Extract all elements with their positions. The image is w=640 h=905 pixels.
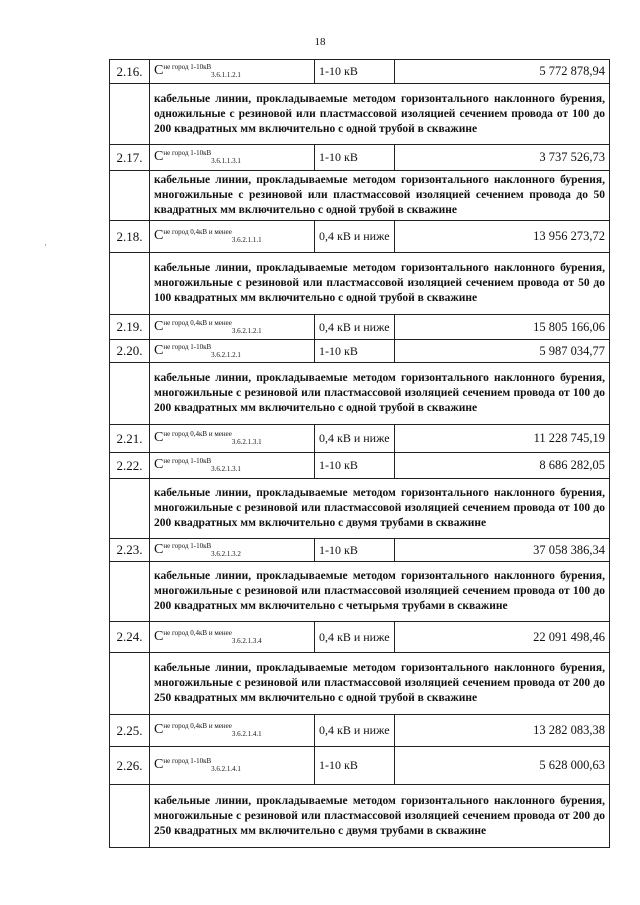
rate-superscript: не город 1-10кВ: [163, 149, 212, 157]
tariff-row: [110, 453, 610, 479]
rate-superscript: не город 1-10кВ: [163, 457, 212, 465]
rate-symbol: C: [154, 318, 164, 334]
rate-symbol: C: [154, 457, 164, 472]
tariff-row: [110, 221, 610, 253]
rate-symbol: C: [154, 63, 164, 78]
row-description: кабельные линии, прокладываемые методом горизонтального наклонного бурения, многожильные с резиновой или пластмассовой изоляцией сечением провода от 200 до 250 квадратных мм включительно с двумя трубами в скважине: [150, 785, 610, 848]
empty-number-cell: [110, 479, 150, 539]
voltage-level: 0,4 кВ и ниже: [315, 715, 395, 747]
tariff-row: [110, 145, 610, 171]
empty-number-cell: [110, 253, 150, 315]
rate-subscript: 3.6.2.1.1.1: [231, 236, 262, 244]
description-row: [110, 253, 610, 315]
row-description: кабельные линии, прокладываемые методом горизонтального наклонного бурения, многожильные с резиновой или пластмассовой изоляцией сечением провода от 50 до 100 квадратных мм включительно с одной трубой в скважине: [150, 253, 610, 315]
voltage-level: 1-10 кВ: [315, 747, 395, 785]
row-number: 2.16.: [110, 60, 150, 84]
rate-code: [150, 622, 315, 653]
rate-symbol: C: [154, 342, 164, 358]
tariff-row: [110, 747, 610, 785]
rate-code: [150, 340, 315, 363]
row-description: кабельные линии, прокладываемые методом горизонтального наклонного бурения, многожильные с резиновой или пластмассовой изоляцией сечением провода от 100 до 200 квадратных мм включительно с двумя трубами в скважине: [150, 479, 610, 539]
empty-number-cell: [110, 84, 150, 145]
row-number: 2.26.: [110, 747, 150, 785]
voltage-level: 1-10 кВ: [315, 145, 395, 171]
tariff-row: [110, 622, 610, 653]
empty-number-cell: [110, 653, 150, 715]
rate-value: 5 772 878,94: [395, 60, 610, 84]
rate-code: [150, 221, 315, 253]
tariff-row: [110, 60, 610, 84]
rate-value: 22 091 498,46: [395, 622, 610, 653]
row-description: кабельные линии, прокладываемые методом горизонтального наклонного бурения, одножильные с резиновой или пластмассовой изоляцией сечением провода от 100 до 200 квадратных мм включительно с одной трубой в скважине: [150, 84, 610, 145]
rate-value: 13 956 273,72: [395, 221, 610, 253]
tariff-row: [110, 340, 610, 363]
rate-subscript: 3.6.1.1.2.1: [211, 71, 241, 79]
rate-code: [150, 747, 315, 785]
row-description: кабельные линии, прокладываемые методом горизонтального наклонного бурения, многожильные с резиновой или пластмассовой изоляцией сечением провода от 100 до 200 квадратных мм включительно с четырьмя трубами в скважине: [150, 562, 610, 622]
rate-symbol: C: [154, 149, 164, 164]
empty-number-cell: [110, 171, 150, 221]
rate-superscript: не город 0,4кВ и менее: [163, 318, 232, 327]
rate-code: [150, 539, 315, 562]
rate-subscript: 3.6.2.1.3.2: [211, 549, 241, 558]
description-row: [110, 84, 610, 145]
rate-superscript: не город 0,4кВ и менее: [163, 722, 232, 730]
rate-code: [150, 315, 315, 340]
row-number: 2.17.: [110, 145, 150, 171]
row-number: 2.19.: [110, 315, 150, 340]
rate-symbol: C: [154, 757, 164, 772]
rate-superscript: не город 1-10кВ: [163, 541, 212, 550]
rate-subscript: 3.6.2.1.3.1: [231, 438, 262, 446]
description-row: [110, 363, 610, 425]
rate-subscript: 3.6.2.1.3.1: [211, 465, 241, 473]
rate-subscript: 3.6.2.1.3.4: [231, 636, 262, 645]
voltage-level: 1-10 кВ: [315, 453, 395, 479]
voltage-level: 1-10 кВ: [315, 60, 395, 84]
rate-subscript: 3.6.1.1.3.1: [211, 157, 241, 165]
empty-number-cell: [110, 785, 150, 848]
row-number: 2.18.: [110, 221, 150, 253]
rate-superscript: не город 0,4кВ и менее: [163, 228, 232, 236]
rate-symbol: C: [154, 228, 164, 243]
rate-code: [150, 715, 315, 747]
voltage-level: 0,4 кВ и ниже: [315, 622, 395, 653]
page-number: 18: [314, 36, 326, 48]
rate-superscript: не город 1-10кВ: [163, 63, 212, 71]
row-number: 2.25.: [110, 715, 150, 747]
voltage-level: 0,4 кВ и ниже: [315, 315, 395, 340]
voltage-level: 0,4 кВ и ниже: [315, 221, 395, 253]
rate-superscript: не город 1-10кВ: [163, 342, 212, 351]
tariff-row: [110, 315, 610, 340]
tariff-row: [110, 425, 610, 453]
row-number: 2.22.: [110, 453, 150, 479]
rate-code: [150, 425, 315, 453]
tariff-row: [110, 715, 610, 747]
row-description: кабельные линии, прокладываемые методом горизонтального наклонного бурения, многожильные с резиновой или пластмассовой изоляцией сечением провода от 200 до 250 квадратных мм включительно с одной трубой в скважине: [150, 653, 610, 715]
rate-value: 5 628 000,63: [395, 747, 610, 785]
row-number: 2.23.: [110, 539, 150, 562]
row-description: кабельные линии, прокладываемые методом горизонтального наклонного бурения, многожильные с резиновой или пластмассовой изоляцией сечением провода до 50 квадратных мм включительно с одной трубой в скважине: [150, 171, 610, 221]
tariff-table-body: [110, 60, 610, 848]
description-row: [110, 562, 610, 622]
voltage-level: 1-10 кВ: [315, 539, 395, 562]
rate-code: [150, 453, 315, 479]
row-number: 2.20.: [110, 340, 150, 363]
rate-superscript: не город 0,4кВ и менее: [163, 430, 232, 438]
description-row: [110, 171, 610, 221]
rate-superscript: не город 1-10кВ: [163, 757, 212, 765]
rate-code: [150, 60, 315, 84]
row-description: кабельные линии, прокладываемые методом горизонтального наклонного бурения, многожильные с резиновой или пластмассовой изоляцией сечением провода от 100 до 200 квадратных мм включительно с одной трубой в скважине: [150, 363, 610, 425]
voltage-level: 0,4 кВ и ниже: [315, 425, 395, 453]
description-row: [110, 479, 610, 539]
rate-symbol: C: [154, 430, 164, 445]
rate-value: 8 686 282,05: [395, 453, 610, 479]
description-row: [110, 785, 610, 848]
rate-subscript: 3.6.2.1.2.1: [211, 350, 241, 359]
rate-subscript: 3.6.2.1.4.1: [211, 765, 241, 773]
rate-symbol: C: [154, 722, 164, 737]
description-row: [110, 653, 610, 715]
rate-subscript: 3.6.2.1.2.1: [231, 326, 262, 335]
rate-value: 15 805 166,06: [395, 315, 610, 340]
rate-value: 5 987 034,77: [395, 340, 610, 363]
scan-mark: ·: [44, 240, 47, 250]
rate-value: 3 737 526,73: [395, 145, 610, 171]
row-number: 2.21.: [110, 425, 150, 453]
tariff-table: [109, 59, 610, 848]
rate-value: 37 058 386,34: [395, 539, 610, 562]
rate-value: 13 282 083,38: [395, 715, 610, 747]
rate-symbol: C: [154, 541, 164, 557]
voltage-level: 1-10 кВ: [315, 340, 395, 363]
empty-number-cell: [110, 363, 150, 425]
rate-symbol: C: [154, 628, 164, 644]
rate-subscript: 3.6.2.1.4.1: [231, 730, 262, 738]
empty-number-cell: [110, 562, 150, 622]
rate-code: [150, 145, 315, 171]
rate-superscript: не город 0,4кВ и менее: [163, 628, 232, 637]
rate-value: 11 228 745,19: [395, 425, 610, 453]
tariff-row: [110, 539, 610, 562]
row-number: 2.24.: [110, 622, 150, 653]
